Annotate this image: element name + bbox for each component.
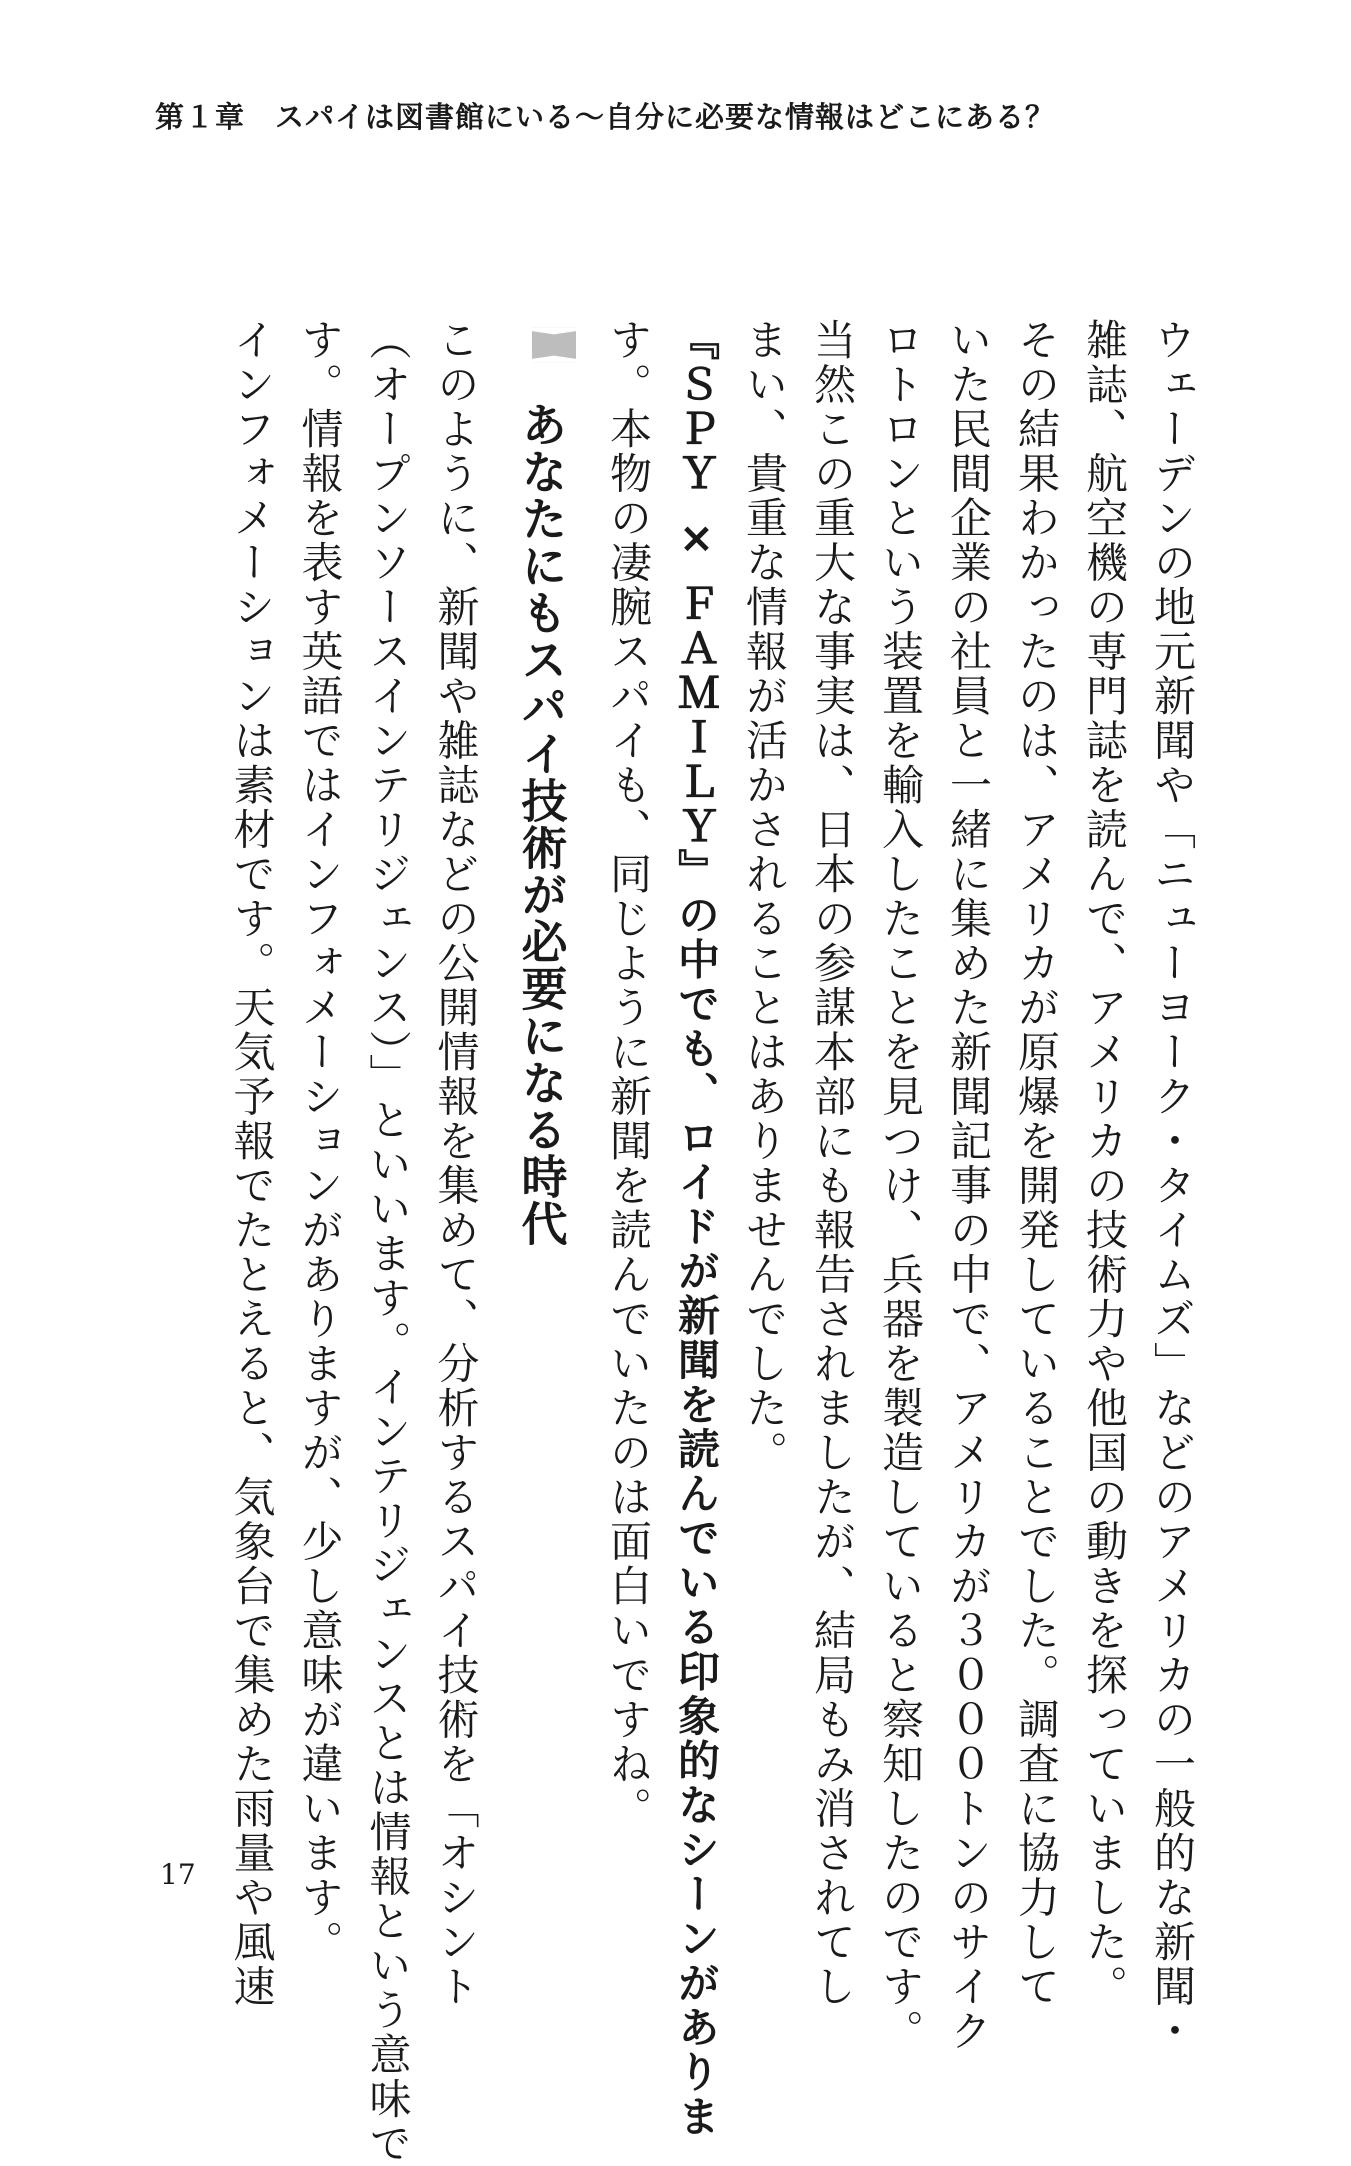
body-line: まい、貴重な情報が活かされることはありませんでした。 (740, 318, 789, 1475)
section-heading (508, 318, 577, 1788)
running-head: 第１章 スパイは図書館にいる〜自分に必要な情報はどこにある？ (155, 100, 1056, 134)
section-heading-text: あなたにもスパイ技術が必要になる時代 (514, 401, 569, 1248)
spy-family-line: 『ＳＰＹ × ＦＡＭＩＬＹ』の中でも、ロイドが新聞を読んでいる印象的なシーンがありま (672, 318, 721, 2140)
body-line: ウェーデンの地元新聞や「ニューヨーク・タイムズ」などのアメリカの一般的な新聞・ (1148, 318, 1197, 2054)
body-line: インフォメーションは素材です。天気予報でたとえると、気象台で集めた雨量や風速 (227, 318, 277, 2009)
body-line: 雑誌、航空機の専門誌を読んで、アメリカの技術力や他国の動きを探っていました。 (1080, 318, 1129, 2009)
page-number: 17 (160, 1858, 196, 1891)
body-line: （オープンソースインテリジェンス）」といいます。インテリジェンスとは情報という意味で (363, 318, 413, 2166)
open-book-icon (532, 318, 576, 372)
body-line: いた民間企業の社員と一緒に集めた新聞記事の中で、アメリカが３０００トンのサイク (944, 318, 993, 2054)
body-text (218, 318, 1207, 2166)
body-line: す。情報を表す英語ではインフォメーションがありますが、少し意味が違います。 (295, 318, 345, 1965)
body-line: 当然この重大な事実は、日本の参謀本部にも報告されましたが、結局もみ消されてし (808, 318, 857, 2009)
body-line: このように、新聞や雑誌などの公開情報を集めて、分析するスパイ技術を「オシント (431, 318, 481, 2009)
body-line: す。本物の凄腕スパイも、同じように新聞を読んでいたのは面白いですね。 (604, 318, 653, 1831)
body-line: ロトロンという装置を輸入したことを見つけ、兵器を製造していると察知したのです。 (876, 318, 925, 2054)
body-line: その結果わかったのは、アメリカが原爆を開発していることでした。調査に協力して (1012, 318, 1061, 2009)
